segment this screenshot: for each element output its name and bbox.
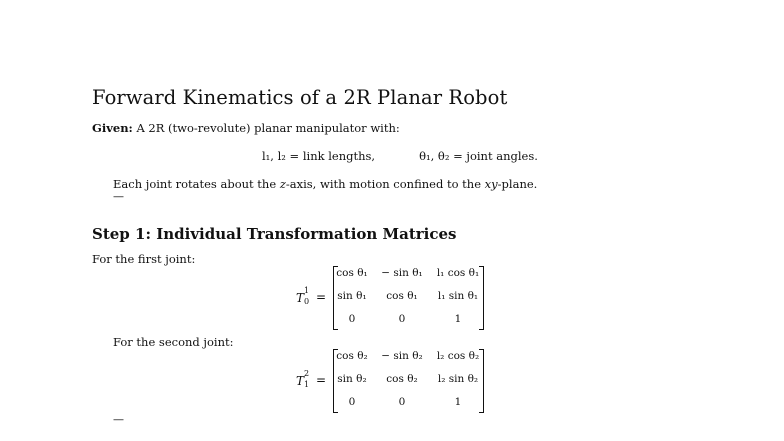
matrix2-label [296, 369, 312, 389]
separator-dash: — [113, 190, 124, 203]
matrix1-cell-r3-c1: 0 [348, 313, 356, 325]
matrix1-cell-r1-c2: − sin θ₁ [381, 267, 423, 279]
given-label: Given: [92, 121, 133, 135]
matrix2-cell-r1-c3: l₂ cos θ₂ [436, 350, 480, 362]
link-lengths-definition: l₁, l₂ = link lengths, [262, 149, 376, 163]
matrix1-cell-r2-c3: l₁ sin θ₁ [437, 290, 479, 302]
matrix2-cell-r3-c1: 0 [348, 396, 356, 408]
matrix2-cell-r3-c2: 0 [398, 396, 406, 408]
step1-heading: Step 1: Individual Transformation Matrices [92, 225, 457, 243]
matrix1-label-letter: T [296, 291, 305, 305]
matrix2-cell-r2-c2: cos θ₂ [386, 373, 418, 385]
rotation-text-mid: -axis, with motion confined to the [285, 177, 485, 191]
given-line [92, 121, 400, 135]
matrix1-cell-r1-c1: cos θ₁ [336, 267, 368, 279]
matrix2-label-sup: 2 [304, 369, 310, 378]
separator-dash-bottom: — [113, 413, 124, 426]
matrix1-label-sub: 0 [304, 297, 310, 306]
matrix1-cell-r2-c1: sin θ₁ [337, 290, 367, 302]
definitions-line [262, 149, 538, 163]
matrix2-cell-r2-c1: sin θ₂ [337, 373, 367, 385]
matrix2-equals: = [316, 373, 327, 387]
matrix2-cell-r1-c2: − sin θ₂ [381, 350, 423, 362]
rotation-plane: xy [484, 177, 498, 191]
matrix1-cell-r2-c2: cos θ₁ [386, 290, 418, 302]
matrix1-label-sup: 1 [304, 286, 310, 295]
page-title: Forward Kinematics of a 2R Planar Robot [92, 86, 508, 109]
rotation-text-after: -plane. [497, 177, 538, 191]
matrix2-cell-r3-c3: 1 [454, 396, 462, 408]
matrix2-label-sub: 1 [304, 380, 310, 389]
rotation-axis: z [279, 177, 286, 191]
first-joint-text: For the first joint: [92, 252, 196, 266]
rotation-description [113, 177, 537, 191]
matrix2-label-letter: T [296, 374, 305, 388]
matrix1-equals: = [316, 290, 327, 304]
matrix2-cell-r1-c1: cos θ₂ [336, 350, 368, 362]
rotation-text-before: Each joint rotates about the [113, 177, 280, 191]
matrix1-label [296, 286, 312, 306]
matrix2-cell-r2-c3: l₂ sin θ₂ [437, 373, 479, 385]
matrix1-cell-r3-c3: 1 [454, 313, 462, 325]
matrix1-cell-r3-c2: 0 [398, 313, 406, 325]
matrix1-cell-r1-c3: l₁ cos θ₁ [436, 267, 480, 279]
joint-angles-definition: θ₁, θ₂ = joint angles. [419, 149, 538, 163]
second-joint-text: For the second joint: [113, 335, 234, 349]
given-text: A 2R (two-revolute) planar manipulator with: [136, 121, 400, 135]
